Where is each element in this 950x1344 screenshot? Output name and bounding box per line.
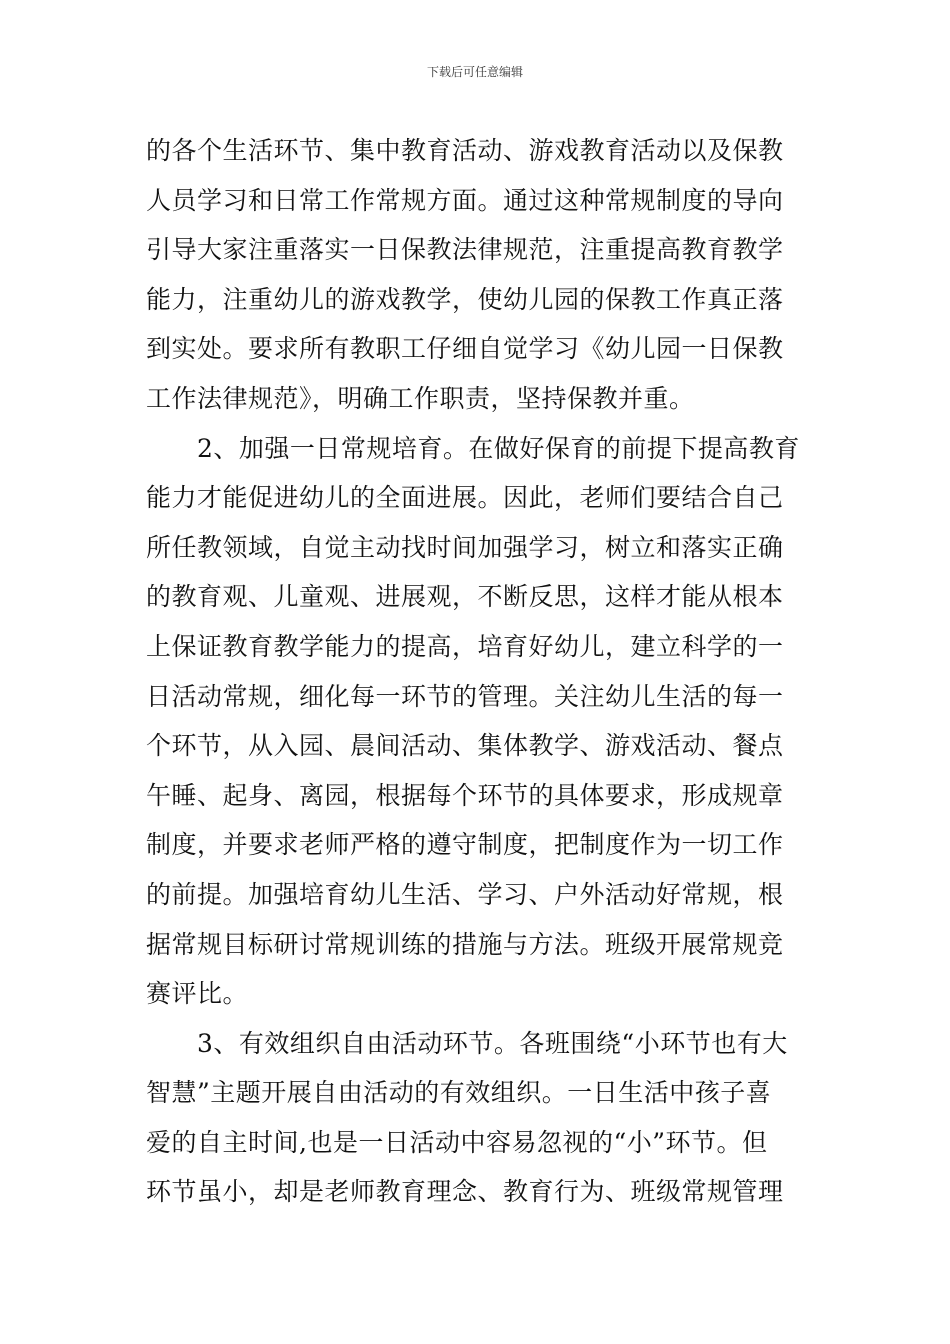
- text-line: 人员学习和日常工作常规方面。通过这种常规制度的导向: [146, 185, 784, 215]
- text-line: 爱的自主时间,也是一日活动中容易忽视的“小”环节。但: [146, 1127, 768, 1157]
- text-line: 制度，并要求老师严格的遵守制度，把制度作为一切工作: [146, 830, 784, 860]
- document-body: [146, 126, 806, 1217]
- text-line: 环节虽小，却是老师教育理念、教育行为、班级常规管理: [146, 1177, 784, 1207]
- text-line: 能力，注重幼儿的游戏教学，使幼儿园的保教工作真正落: [146, 284, 784, 314]
- text-line: 个环节，从入园、晨间活动、集体教学、游戏活动、餐点: [146, 731, 784, 761]
- text-line: 引导大家注重落实一日保教法律规范，注重提高教育教学: [146, 235, 784, 265]
- text-line: 的教育观、儿童观、进展观，不断反思，这样才能从根本: [146, 582, 784, 612]
- text-line: 午睡、起身、离园，根据每个环节的具体要求，形成规章: [146, 780, 784, 810]
- text-line: 到实处。要求所有教职工仔细自觉学习《幼儿园一日保教: [146, 334, 784, 364]
- text-line: 3、有效组织自由活动环节。各班围绕“小环节也有大: [146, 1028, 788, 1058]
- text-line: 的前提。加强培育幼儿生活、学习、户外活动好常规，根: [146, 879, 784, 909]
- text-line: 据常规目标研讨常规训练的措施与方法。班级开展常规竞: [146, 929, 784, 959]
- text-line: 能力才能促进幼儿的全面进展。因此，老师们要结合自己: [146, 483, 784, 513]
- text-line: 2、加强一日常规培育。在做好保育的前提下提高教育: [146, 433, 800, 463]
- page-header: 下载后可任意编辑: [426, 65, 523, 79]
- text-line: 日活动常规，细化每一环节的管理。关注幼儿生活的每一: [146, 681, 784, 711]
- text-line: 工作法律规范》，明确工作职责，坚持保教并重。: [146, 383, 695, 413]
- text-line: 的各个生活环节、集中教育活动、游戏教育活动以及保教: [146, 136, 784, 165]
- text-line: 智慧”主题开展自由活动的有效组织。一日生活中孩子喜: [146, 1078, 772, 1108]
- text-line: 上保证教育教学能力的提高，培育好幼儿，建立科学的一: [146, 631, 784, 661]
- text-line: 所任教领域，自觉主动找时间加强学习，树立和落实正确: [146, 532, 784, 562]
- text-line: 赛评比。: [146, 979, 249, 1009]
